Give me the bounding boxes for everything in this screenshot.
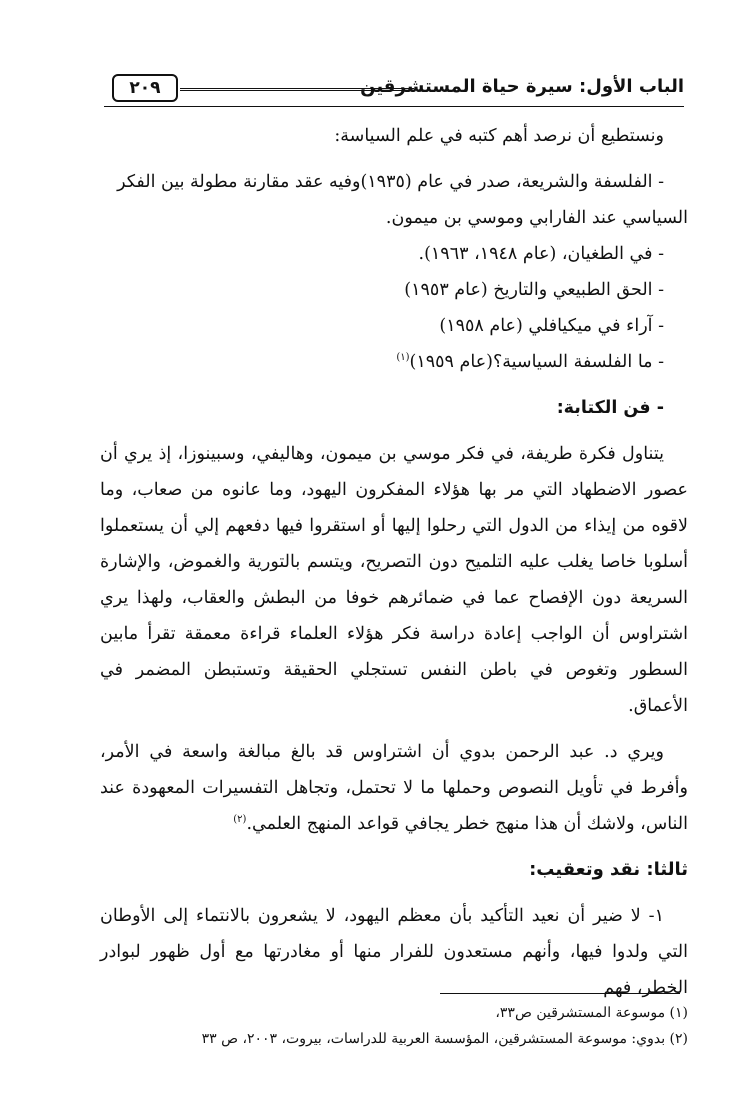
- list-item-1-line2: السياسي عند الفارابي وموسي بن ميمون.: [385, 208, 688, 228]
- subsection-heading: - فن الكتابة:: [556, 398, 664, 418]
- footnote-ref-1: (١): [396, 352, 410, 364]
- section-heading: ثالثا: نقد وتعقيب:: [529, 859, 688, 880]
- paragraph-2-text: ويري د. عبد الرحمن بدوي أن اشتراوس قد بالغ مبالغة واسعة في الأمر، وأفرط في تأويل النصوص وحملها ما لا تحتمل، وتجاهل التفسيرات المعهودة عند الناس، ولاشك أن هذا منهج خطر يجافي قواعد المنهج العلمي.: [100, 742, 688, 834]
- page-header: [104, 72, 684, 108]
- footnote-2: (٢) بدوي: موسوعة المستشرقين، المؤسسة العربية للدراسات، بيروت، ٢٠٠٣، ص ٣٣: [201, 1031, 688, 1047]
- page-number: ٢٠٩: [112, 74, 178, 102]
- paragraph-1: يتناول فكرة طريفة، في فكر موسي بن ميمون، وهاليفي، وسبينوزا، إذ يري أن عصور الاضطهاد التي مر بها هؤلاء المفكرون اليهود، وما عانوه من صعاب، وما لاقوه من إيذاء من الدول التي رحلوا إليها أو استقروا فيها دفعهم إلي أن يستعملوا أسلوبا خاصا يغلب عليه التلميح دون التصريح، ويتسم بالتورية والغموض، والإشارة السريعة دون الإفصاح عما في ضمائرهم خوفا من البطش والعقاب، ولهذا يري اشتراوس أن الواجب إعادة دراسة فكر هؤلاء العلماء قراءة معمقة تقرأ مابين السطور وتغوص في باطن النفس تستجلي الحقيقة وتستبطن المضمر في الأعماق.: [100, 444, 688, 716]
- list-item-5-text: - ما الفلسفة السياسية؟(عام ١٩٥٩): [409, 352, 664, 372]
- chapter-title: الباب الأول: سيرة حياة المستشرقين: [360, 76, 684, 97]
- list-item-2: - في الطغيان، (عام ١٩٤٨، ١٩٦٣).: [418, 244, 664, 264]
- footnote-divider: [440, 993, 680, 994]
- footnote-ref-2: (٢): [233, 814, 247, 826]
- footnotes: [100, 1000, 688, 1052]
- list-item-3: - الحق الطبيعي والتاريخ (عام ١٩٥٣): [404, 280, 664, 300]
- list-item-5: [100, 344, 688, 380]
- footnote-1: (١) موسوعة المستشرقين ص٣٣،: [495, 1005, 688, 1021]
- intro-line: ونستطيع أن نرصد أهم كتبه في علم السياسة:: [334, 126, 664, 146]
- page-body: [100, 118, 688, 1006]
- list-item-1-line1: - الفلسفة والشريعة، صدر في عام (١٩٣٥)وفيه عقد مقارنة مطولة بين الفكر: [117, 172, 664, 192]
- paragraph-3: ١- لا ضير أن نعيد التأكيد بأن معظم اليهود، لا يشعرون بالانتماء إلى الأوطان التي ولدوا فيها، وأنهم مستعدون للفرار منها أو مغادرتها مع أول ظهور لبوادر الخطر، فهم: [100, 906, 688, 998]
- header-ornament-line: [180, 88, 414, 94]
- header-divider: [104, 106, 684, 107]
- list-item-4: - آراء في ميكيافلي (عام ١٩٥٨): [439, 316, 664, 336]
- paragraph-2: [100, 734, 688, 842]
